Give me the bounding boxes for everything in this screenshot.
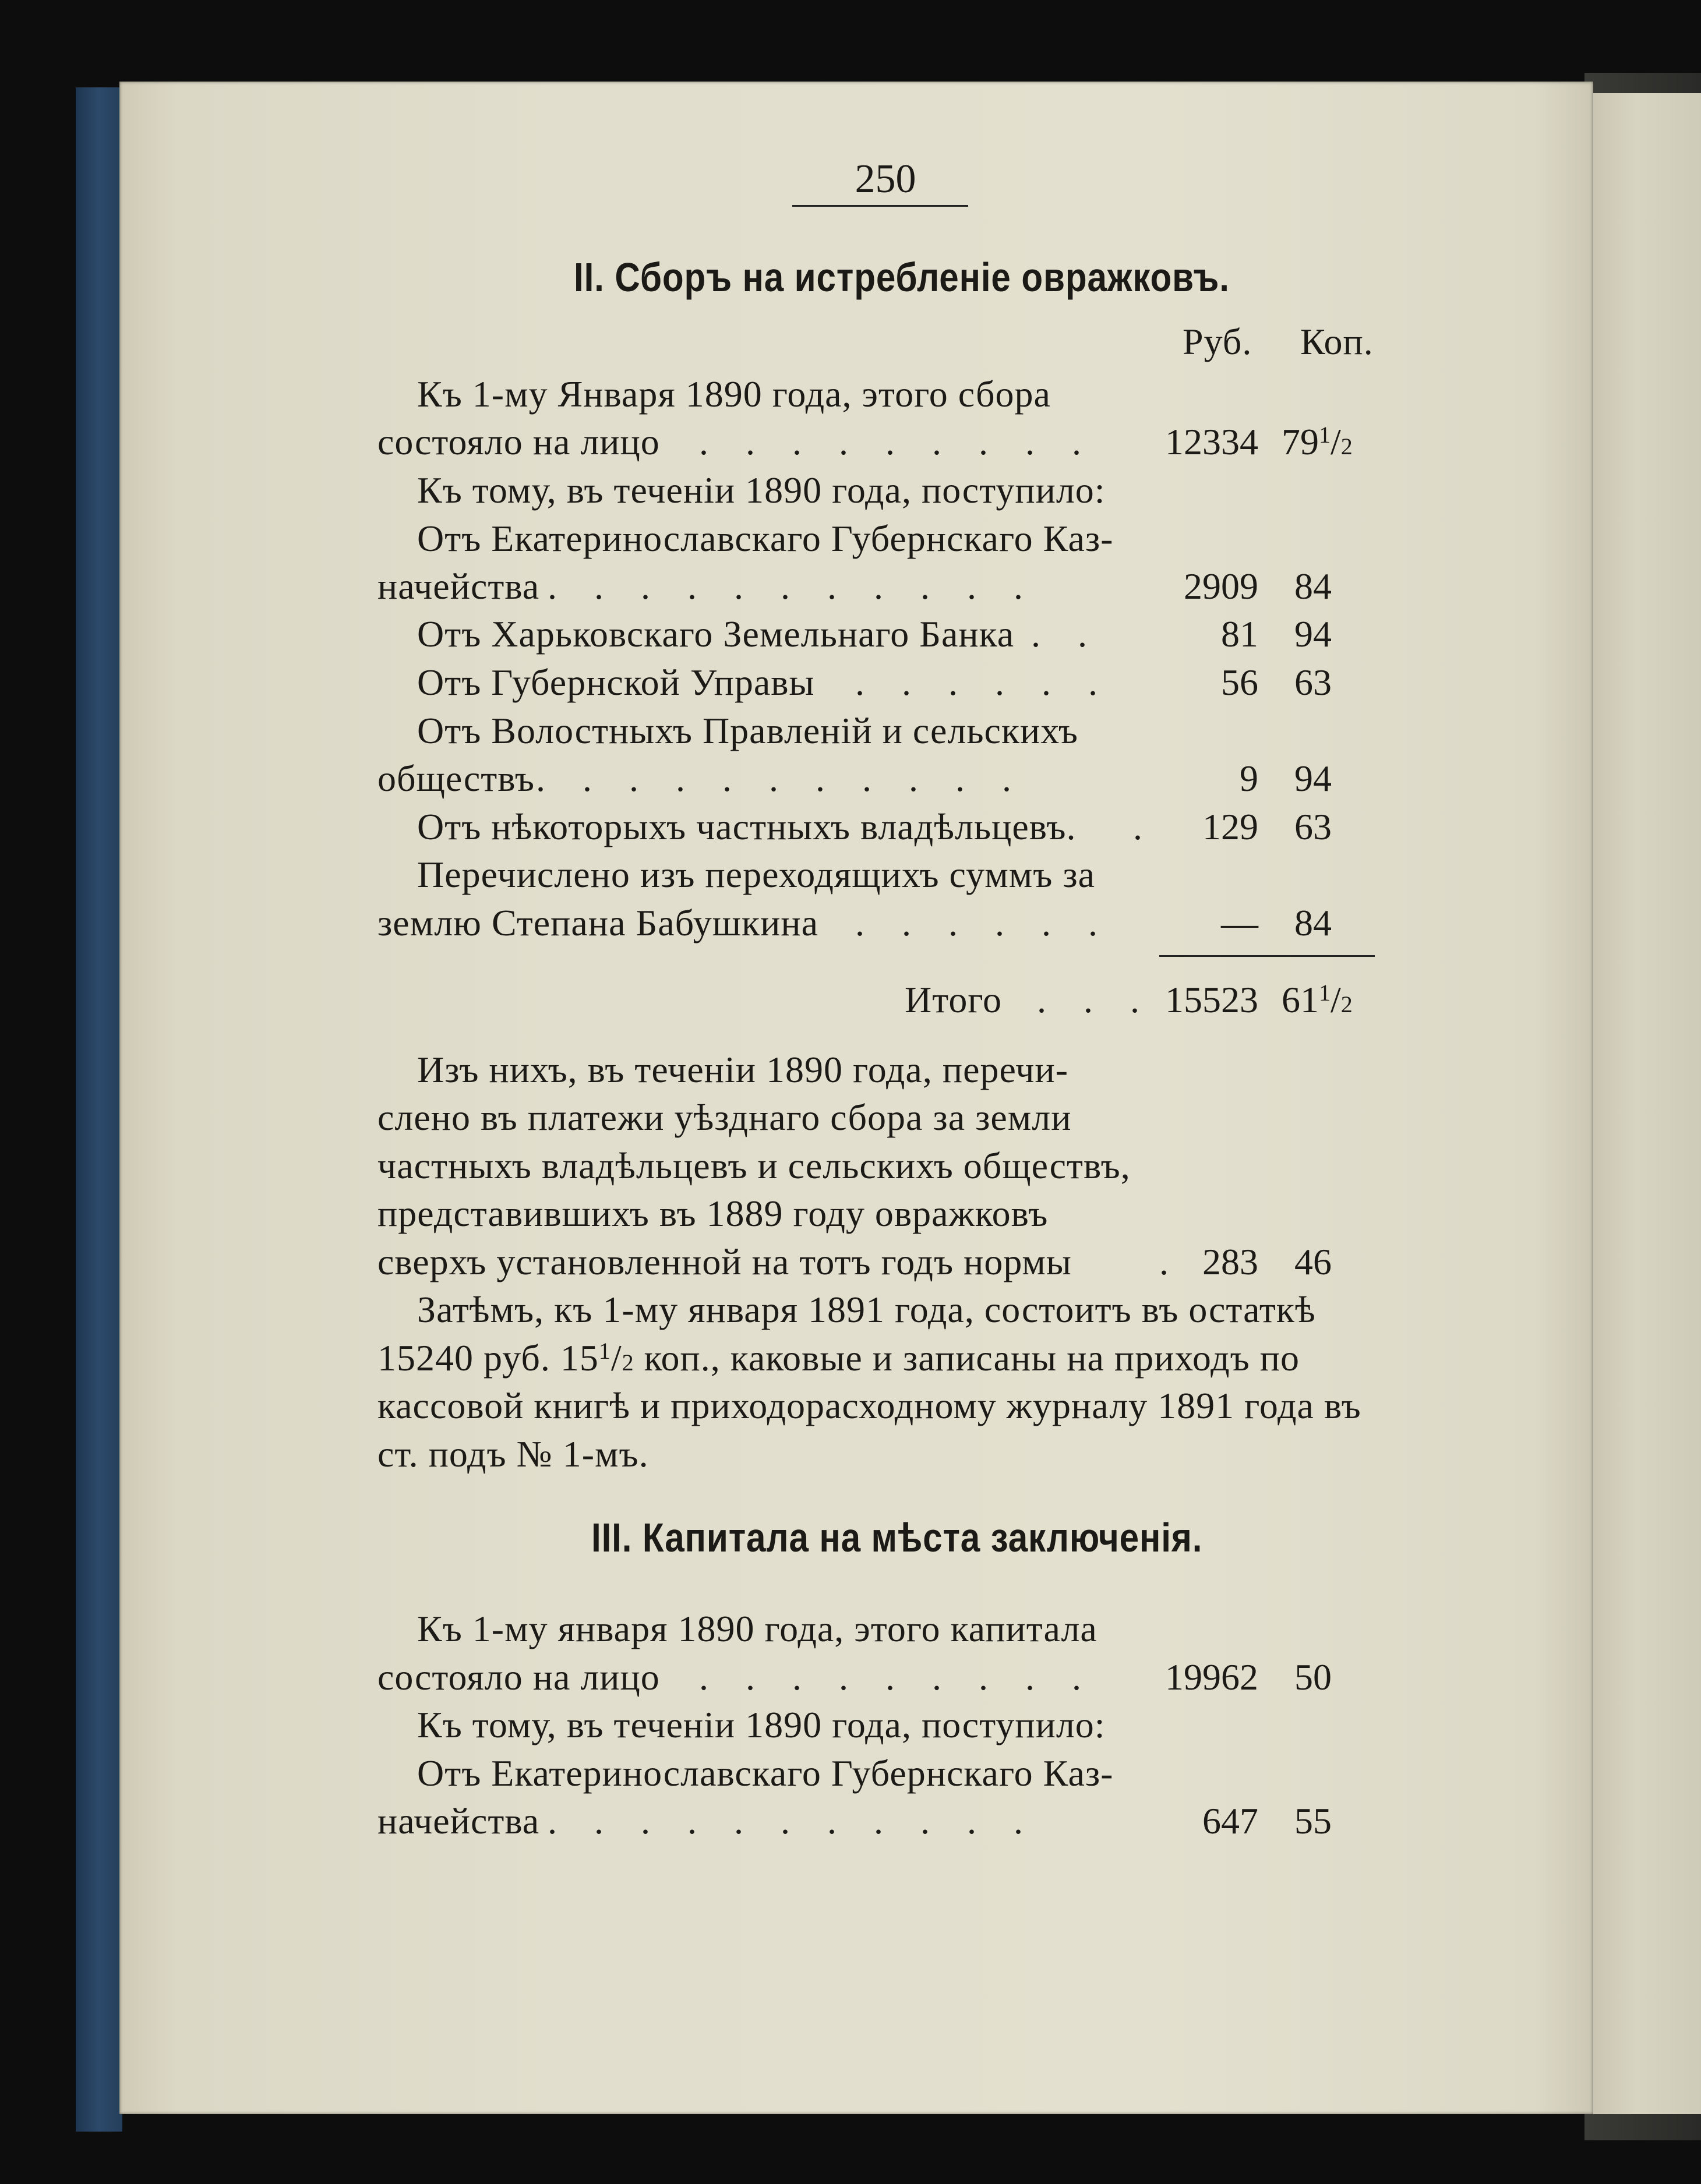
- amount-kop: 63: [1294, 662, 1332, 703]
- paragraph-line: Изъ нихъ, въ теченіи 1890 года, перечи-: [417, 1049, 1069, 1090]
- leader-dots: .: [1133, 806, 1156, 847]
- ledger-line: Отъ Губернской Управы: [417, 662, 815, 703]
- ledger-line: Отъ Харьковскаго Земельнаго Банка: [417, 613, 1015, 655]
- leader-dots: . . .: [1037, 979, 1153, 1020]
- text-run: коп., каковые и записаны на приходъ по: [634, 1337, 1300, 1379]
- amount-rub: 283: [1202, 1241, 1258, 1282]
- ledger-line: обществъ: [377, 758, 535, 799]
- leader-dots: . . . . . . . . . . .: [548, 566, 1037, 607]
- ledger-line: Къ 1-му января 1890 года, этого капитала: [417, 1608, 1097, 1649]
- kop-value: 61: [1282, 979, 1319, 1020]
- paragraph-line: Затѣмъ, къ 1-му января 1891 года, состоитъ въ остаткѣ: [417, 1289, 1316, 1330]
- section-2-heading: II. Сборъ на истребленіе овражковъ.: [574, 255, 1230, 300]
- amount-rub: 19962: [1165, 1656, 1258, 1698]
- fraction: $^1$/2: [1319, 979, 1353, 1020]
- ledger-line: Перечислено изъ переходящихъ суммъ за: [417, 854, 1096, 895]
- paragraph-line: [377, 1337, 1300, 1380]
- amount-kop: 55: [1294, 1800, 1332, 1842]
- fraction-denominator: 2: [1340, 433, 1353, 460]
- amount-rub: —: [1221, 902, 1258, 943]
- column-header-kop: Коп.: [1300, 321, 1374, 362]
- amount-kop: 84: [1294, 902, 1332, 943]
- fraction-numerator: 1: [1319, 980, 1331, 1006]
- fraction-numerator: 1: [598, 1338, 611, 1364]
- ledger-line: состояло на лицо: [377, 1656, 660, 1698]
- amount-kop: 94: [1294, 613, 1332, 655]
- leader-dots: . . . . . . . . .: [699, 1656, 1095, 1698]
- ledger-line: Къ 1-му Января 1890 года, этого сбора: [417, 373, 1051, 415]
- ledger-line: землю Степана Бабушкина: [377, 902, 819, 943]
- amount-kop: 50: [1294, 1656, 1332, 1698]
- amount-rub: 129: [1202, 806, 1258, 847]
- amount-kop: 63: [1294, 806, 1332, 847]
- leader-dots: . . . . . . . . .: [699, 421, 1095, 462]
- fraction: $^1$/2: [598, 1337, 634, 1379]
- text-run: 15240 руб. 15: [377, 1337, 599, 1379]
- leader-dots: . . . . . .: [855, 662, 1111, 703]
- amount-kop: 94: [1294, 758, 1332, 799]
- leader-dots: . . . . . .: [855, 902, 1111, 943]
- amount-rub: 9: [1240, 758, 1258, 799]
- kop-value: 79: [1282, 421, 1319, 462]
- column-header-rub: Руб.: [1183, 321, 1252, 362]
- leader-dots: . . . . . . . . . . .: [548, 1800, 1037, 1842]
- ledger-line: Отъ нѣкоторыхъ частныхъ владѣльцевъ.: [417, 806, 1077, 847]
- amount-rub: 12334: [1165, 421, 1258, 462]
- ledger-line: Къ тому, въ теченіи 1890 года, поступило:: [417, 469, 1106, 511]
- total-rub: 15523: [1165, 979, 1258, 1020]
- paragraph-line: представившихъ въ 1889 году овражковъ: [377, 1193, 1049, 1234]
- ledger-line: начейства: [377, 566, 540, 607]
- amount-kop: [1282, 420, 1353, 464]
- leader-dots: . . . . . . . . . . .: [536, 758, 1025, 799]
- leader-dots: .: [1159, 1241, 1169, 1282]
- amount-rub: 56: [1221, 662, 1258, 703]
- paragraph-line: сверхъ установленной на тотъ годъ нормы: [377, 1241, 1072, 1282]
- leader-dots: . .: [1031, 613, 1101, 655]
- paragraph-line: частныхъ владѣльцевъ и сельскихъ обществъ,: [377, 1145, 1131, 1186]
- ledger-line: Отъ Екатеринославскаго Губернскаго Каз-: [417, 518, 1114, 559]
- amount-kop: 46: [1294, 1241, 1332, 1282]
- section-3-heading: III. Капитала на мѣста заключенія.: [591, 1515, 1203, 1560]
- total-kop: [1282, 978, 1353, 1022]
- ledger-line: Къ тому, въ теченіи 1890 года, поступило:: [417, 1704, 1106, 1745]
- ledger-line: Отъ Волостныхъ Правленій и сельскихъ: [417, 710, 1078, 751]
- amount-kop: 84: [1294, 566, 1332, 607]
- fraction-denominator: 2: [622, 1349, 634, 1376]
- amount-rub: 81: [1221, 613, 1258, 655]
- paragraph-line: ст. подъ № 1-мъ.: [377, 1433, 649, 1475]
- fraction-denominator: 2: [1340, 991, 1353, 1017]
- fraction: $^1$/2: [1319, 421, 1353, 462]
- paragraph-line: слено въ платежи уѣзднаго сбора за земли: [377, 1097, 1072, 1138]
- sum-rule: [1159, 955, 1375, 957]
- page-number-rule: [792, 205, 968, 207]
- ledger-line: состояло на лицо: [377, 421, 660, 462]
- total-label: Итого: [905, 979, 1002, 1020]
- paragraph-line: кассовой книгѣ и приходорасходному журналу 1891 года въ: [377, 1385, 1361, 1426]
- ledger-line: начейства: [377, 1800, 540, 1842]
- page-number: 250: [855, 157, 916, 202]
- ledger-line: Отъ Екатеринославскаго Губернскаго Каз-: [417, 1752, 1114, 1794]
- amount-rub: 647: [1202, 1800, 1258, 1842]
- amount-rub: 2909: [1184, 566, 1258, 607]
- fraction-numerator: 1: [1319, 422, 1331, 448]
